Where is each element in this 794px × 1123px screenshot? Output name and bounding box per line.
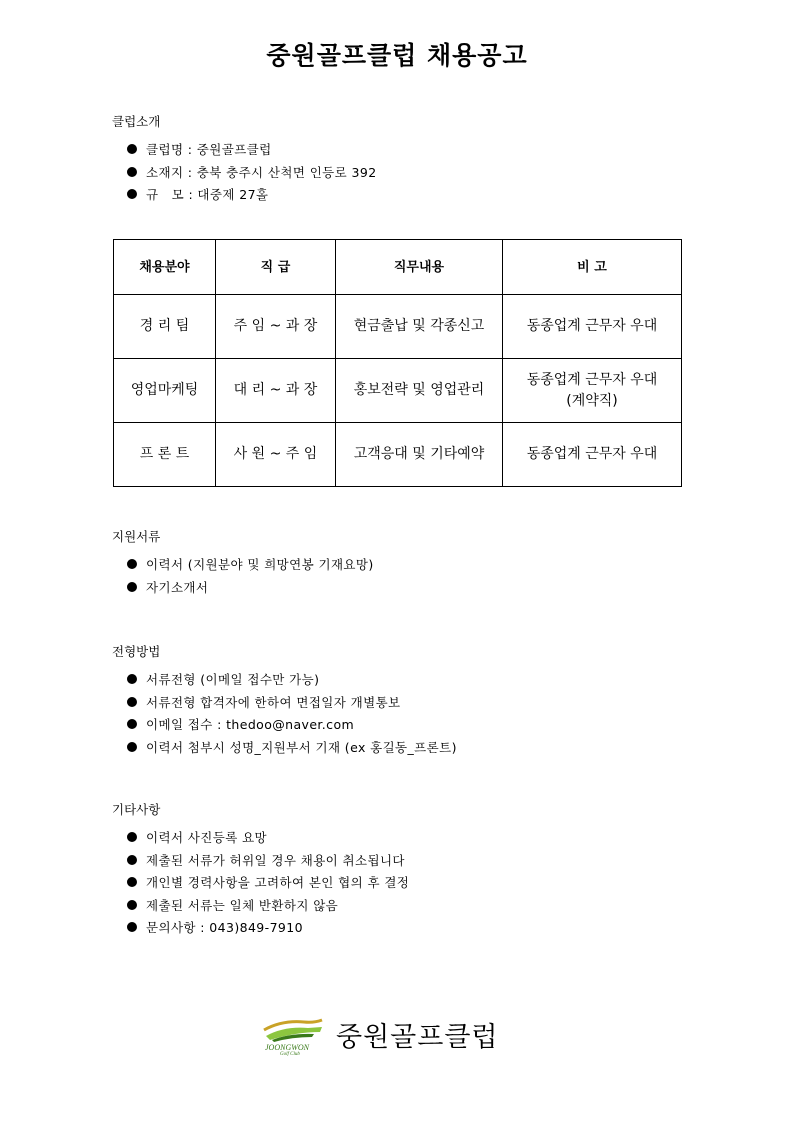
cell-notes bbox=[503, 359, 682, 423]
bullet-icon bbox=[127, 167, 137, 177]
cell-field: 영업마케팅 bbox=[114, 359, 216, 423]
job-table bbox=[113, 239, 682, 487]
bullet-icon bbox=[127, 832, 137, 842]
header-duties: 직무내용 bbox=[336, 240, 503, 295]
club-logo-icon bbox=[262, 1012, 324, 1056]
list-item: 자기소개서 bbox=[112, 576, 374, 599]
list-item: 이력서 첨부시 성명_지원부서 기재 (ex 홍길동_프론트) bbox=[112, 736, 457, 759]
list-item: 서류전형 (이메일 접수만 가능) bbox=[112, 668, 457, 691]
process-section bbox=[112, 644, 457, 758]
cell-rank: 사 원 ~ 주 임 bbox=[216, 423, 336, 487]
page-title: 중원골프클럽 채용공고 bbox=[266, 41, 528, 70]
documents-section bbox=[112, 529, 374, 598]
list-item: 이력서 (지원분야 및 희망연봉 기재요망) bbox=[112, 553, 374, 576]
notes-section bbox=[112, 802, 409, 939]
cell-notes-line2: (계약직) bbox=[566, 392, 618, 409]
list-item: 규 모 : 대중제 27홀 bbox=[112, 183, 377, 206]
cell-rank: 주 임 ~ 과 장 bbox=[216, 295, 336, 359]
cell-field: 프 론 트 bbox=[114, 423, 216, 487]
cell-field: 경 리 팀 bbox=[114, 295, 216, 359]
table-row bbox=[114, 423, 682, 487]
cell-duties: 고객응대 및 기타예약 bbox=[336, 423, 503, 487]
list-item: 이메일 접수 : thedoo@naver.com bbox=[112, 713, 457, 736]
bullet-icon bbox=[127, 697, 137, 707]
cell-duties: 홍보전략 및 영업관리 bbox=[336, 359, 503, 423]
list-item: 소재지 : 충북 충주시 산척면 인등로 392 bbox=[112, 161, 377, 184]
logo-text: JOONGWON bbox=[265, 1043, 309, 1052]
process-heading: 전형방법 bbox=[112, 644, 161, 659]
bullet-icon bbox=[127, 900, 137, 910]
club-intro-heading: 클럽소개 bbox=[112, 114, 161, 129]
cell-rank: 대 리 ~ 과 장 bbox=[216, 359, 336, 423]
bullet-icon bbox=[127, 742, 137, 752]
documents-list bbox=[112, 553, 374, 598]
cell-notes: 동종업계 근무자 우대 bbox=[503, 295, 682, 359]
list-item: 개인별 경력사항을 고려하여 본인 협의 후 결정 bbox=[112, 871, 409, 894]
header-rank: 직 급 bbox=[216, 240, 336, 295]
header-notes: 비 고 bbox=[503, 240, 682, 295]
bullet-icon bbox=[127, 582, 137, 592]
list-item: 문의사항 : 043)849-7910 bbox=[112, 916, 409, 939]
bullet-icon bbox=[127, 559, 137, 569]
process-list bbox=[112, 668, 457, 758]
bullet-icon bbox=[127, 189, 137, 199]
footer-club-name: 중원골프클럽 bbox=[336, 1022, 499, 1053]
club-intro-list bbox=[112, 138, 377, 206]
bullet-icon bbox=[127, 674, 137, 684]
table-row bbox=[114, 359, 682, 423]
bullet-icon bbox=[127, 719, 137, 729]
list-item: 제출된 서류가 허위일 경우 채용이 취소됩니다 bbox=[112, 849, 409, 872]
bullet-icon bbox=[127, 877, 137, 887]
header-field: 채용분야 bbox=[114, 240, 216, 295]
table-header-row bbox=[114, 240, 682, 295]
bullet-icon bbox=[127, 855, 137, 865]
notes-list bbox=[112, 826, 409, 939]
documents-heading: 지원서류 bbox=[112, 529, 161, 544]
list-item: 제출된 서류는 일체 반환하지 않음 bbox=[112, 894, 409, 917]
logo-subtext: Golf Club bbox=[280, 1052, 300, 1056]
list-item: 서류전형 합격자에 한하여 면접일자 개별통보 bbox=[112, 691, 457, 714]
list-item: 클럽명 : 중원골프클럽 bbox=[112, 138, 377, 161]
cell-notes-line1: 동종업계 근무자 우대 bbox=[526, 371, 658, 388]
cell-notes: 동종업계 근무자 우대 bbox=[503, 423, 682, 487]
table-row bbox=[114, 295, 682, 359]
bullet-icon bbox=[127, 144, 137, 154]
cell-duties: 현금출납 및 각종신고 bbox=[336, 295, 503, 359]
notes-heading: 기타사항 bbox=[112, 802, 161, 817]
club-intro-section bbox=[112, 114, 377, 206]
bullet-icon bbox=[127, 922, 137, 932]
list-item: 이력서 사진등록 요망 bbox=[112, 826, 409, 849]
